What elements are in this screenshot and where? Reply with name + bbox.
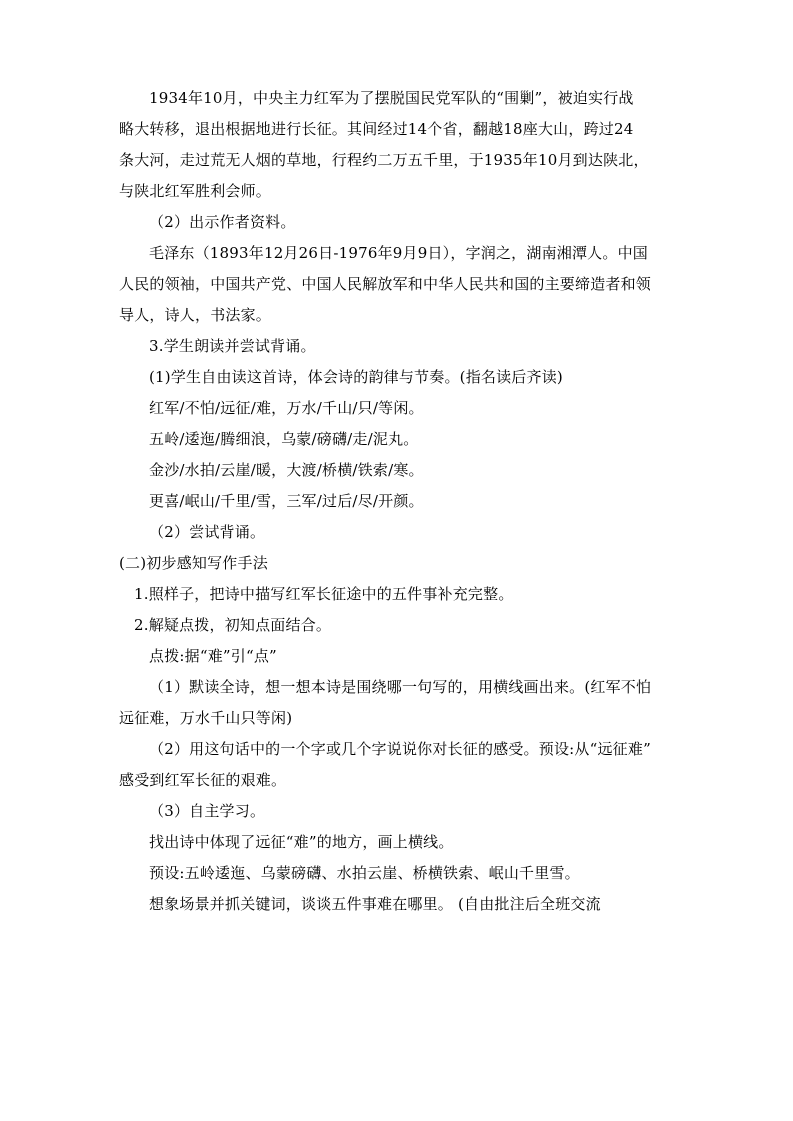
- paragraph-line-3: 条大河，走过荒无人烟的草地，行程约二万五千里，于1935年10月到达陕北，: [119, 151, 649, 169]
- self-study-heading: （3）自主学习。: [149, 802, 266, 820]
- question-2-line-2: 感受到红军长征的艰难。: [119, 771, 287, 789]
- poem-line-2: 五岭/逶迤/腾细浪，乌蒙/磅礴/走/泥丸。: [149, 430, 419, 448]
- author-line-3: 导人，诗人，书法家。: [119, 306, 272, 324]
- paragraph-line-1: 1934年10月，中央主力红军为了摆脱国民党军队的“围剿”，被迫实行战: [149, 89, 634, 107]
- recite-instruction: （2）尝试背诵。: [149, 523, 266, 541]
- self-study-task: 找出诗中体现了远征“难”的地方，画上横线。: [149, 833, 454, 851]
- paragraph-line-4: 与陕北红军胜利会师。: [119, 182, 272, 200]
- guidance-line: 点拨:据“难”引“点”: [149, 647, 277, 665]
- section-heading-writing: (二)初步感知写作手法: [119, 554, 268, 572]
- question-1-line-1: （1）默读全诗，想一想本诗是围绕哪一句写的，用横线画出来。(红军不怕: [149, 678, 652, 696]
- task-line-1: 1.照样子，把诗中描写红军长征途中的五件事补充完整。: [134, 585, 514, 603]
- poem-line-1: 红军/不怕/远征/难，万水/千山/只/等闲。: [149, 399, 424, 417]
- paragraph-line-2: 略大转移，退出根据地进行长征。其间经过14个省，翻越18座大山，跨过24: [119, 120, 634, 138]
- question-1-line-2: 远征难，万水千山只等闲): [119, 709, 293, 727]
- step-heading-reading: 3.学生朗读并尝试背诵。: [149, 337, 316, 355]
- poem-line-3: 金沙/水拍/云崖/暖，大渡/桥横/铁索/寒。: [149, 461, 424, 479]
- self-study-preset: 预设:五岭逶迤、乌蒙磅礴、水拍云崖、桥横铁索、岷山千里雪。: [149, 864, 580, 882]
- poem-line-4: 更喜/岷山/千里/雪，三军/过后/尽/开颜。: [149, 492, 424, 510]
- step-heading-author: （2）出示作者资料。: [149, 213, 296, 231]
- reading-instruction: (1)学生自由读这首诗，体会诗的韵律与节奏。(指名读后齐读): [149, 368, 563, 386]
- author-line-2: 人民的领袖，中国共产党、中国人民解放军和中华人民共和国的主要缔造者和领: [119, 275, 652, 293]
- self-study-discussion: 想象场景并抓关键词，谈谈五件事难在哪里。 (自由批注后全班交流: [149, 895, 601, 913]
- task-line-2: 2.解疑点拨，初知点面结合。: [134, 616, 332, 634]
- author-line-1: 毛泽东（1893年12月26日-1976年9月9日），字润之，湖南湘潭人。中国: [149, 244, 648, 262]
- question-2-line-1: （2）用这句话中的一个字或几个字说说你对长征的感受。预设:从“远征难”: [149, 740, 651, 758]
